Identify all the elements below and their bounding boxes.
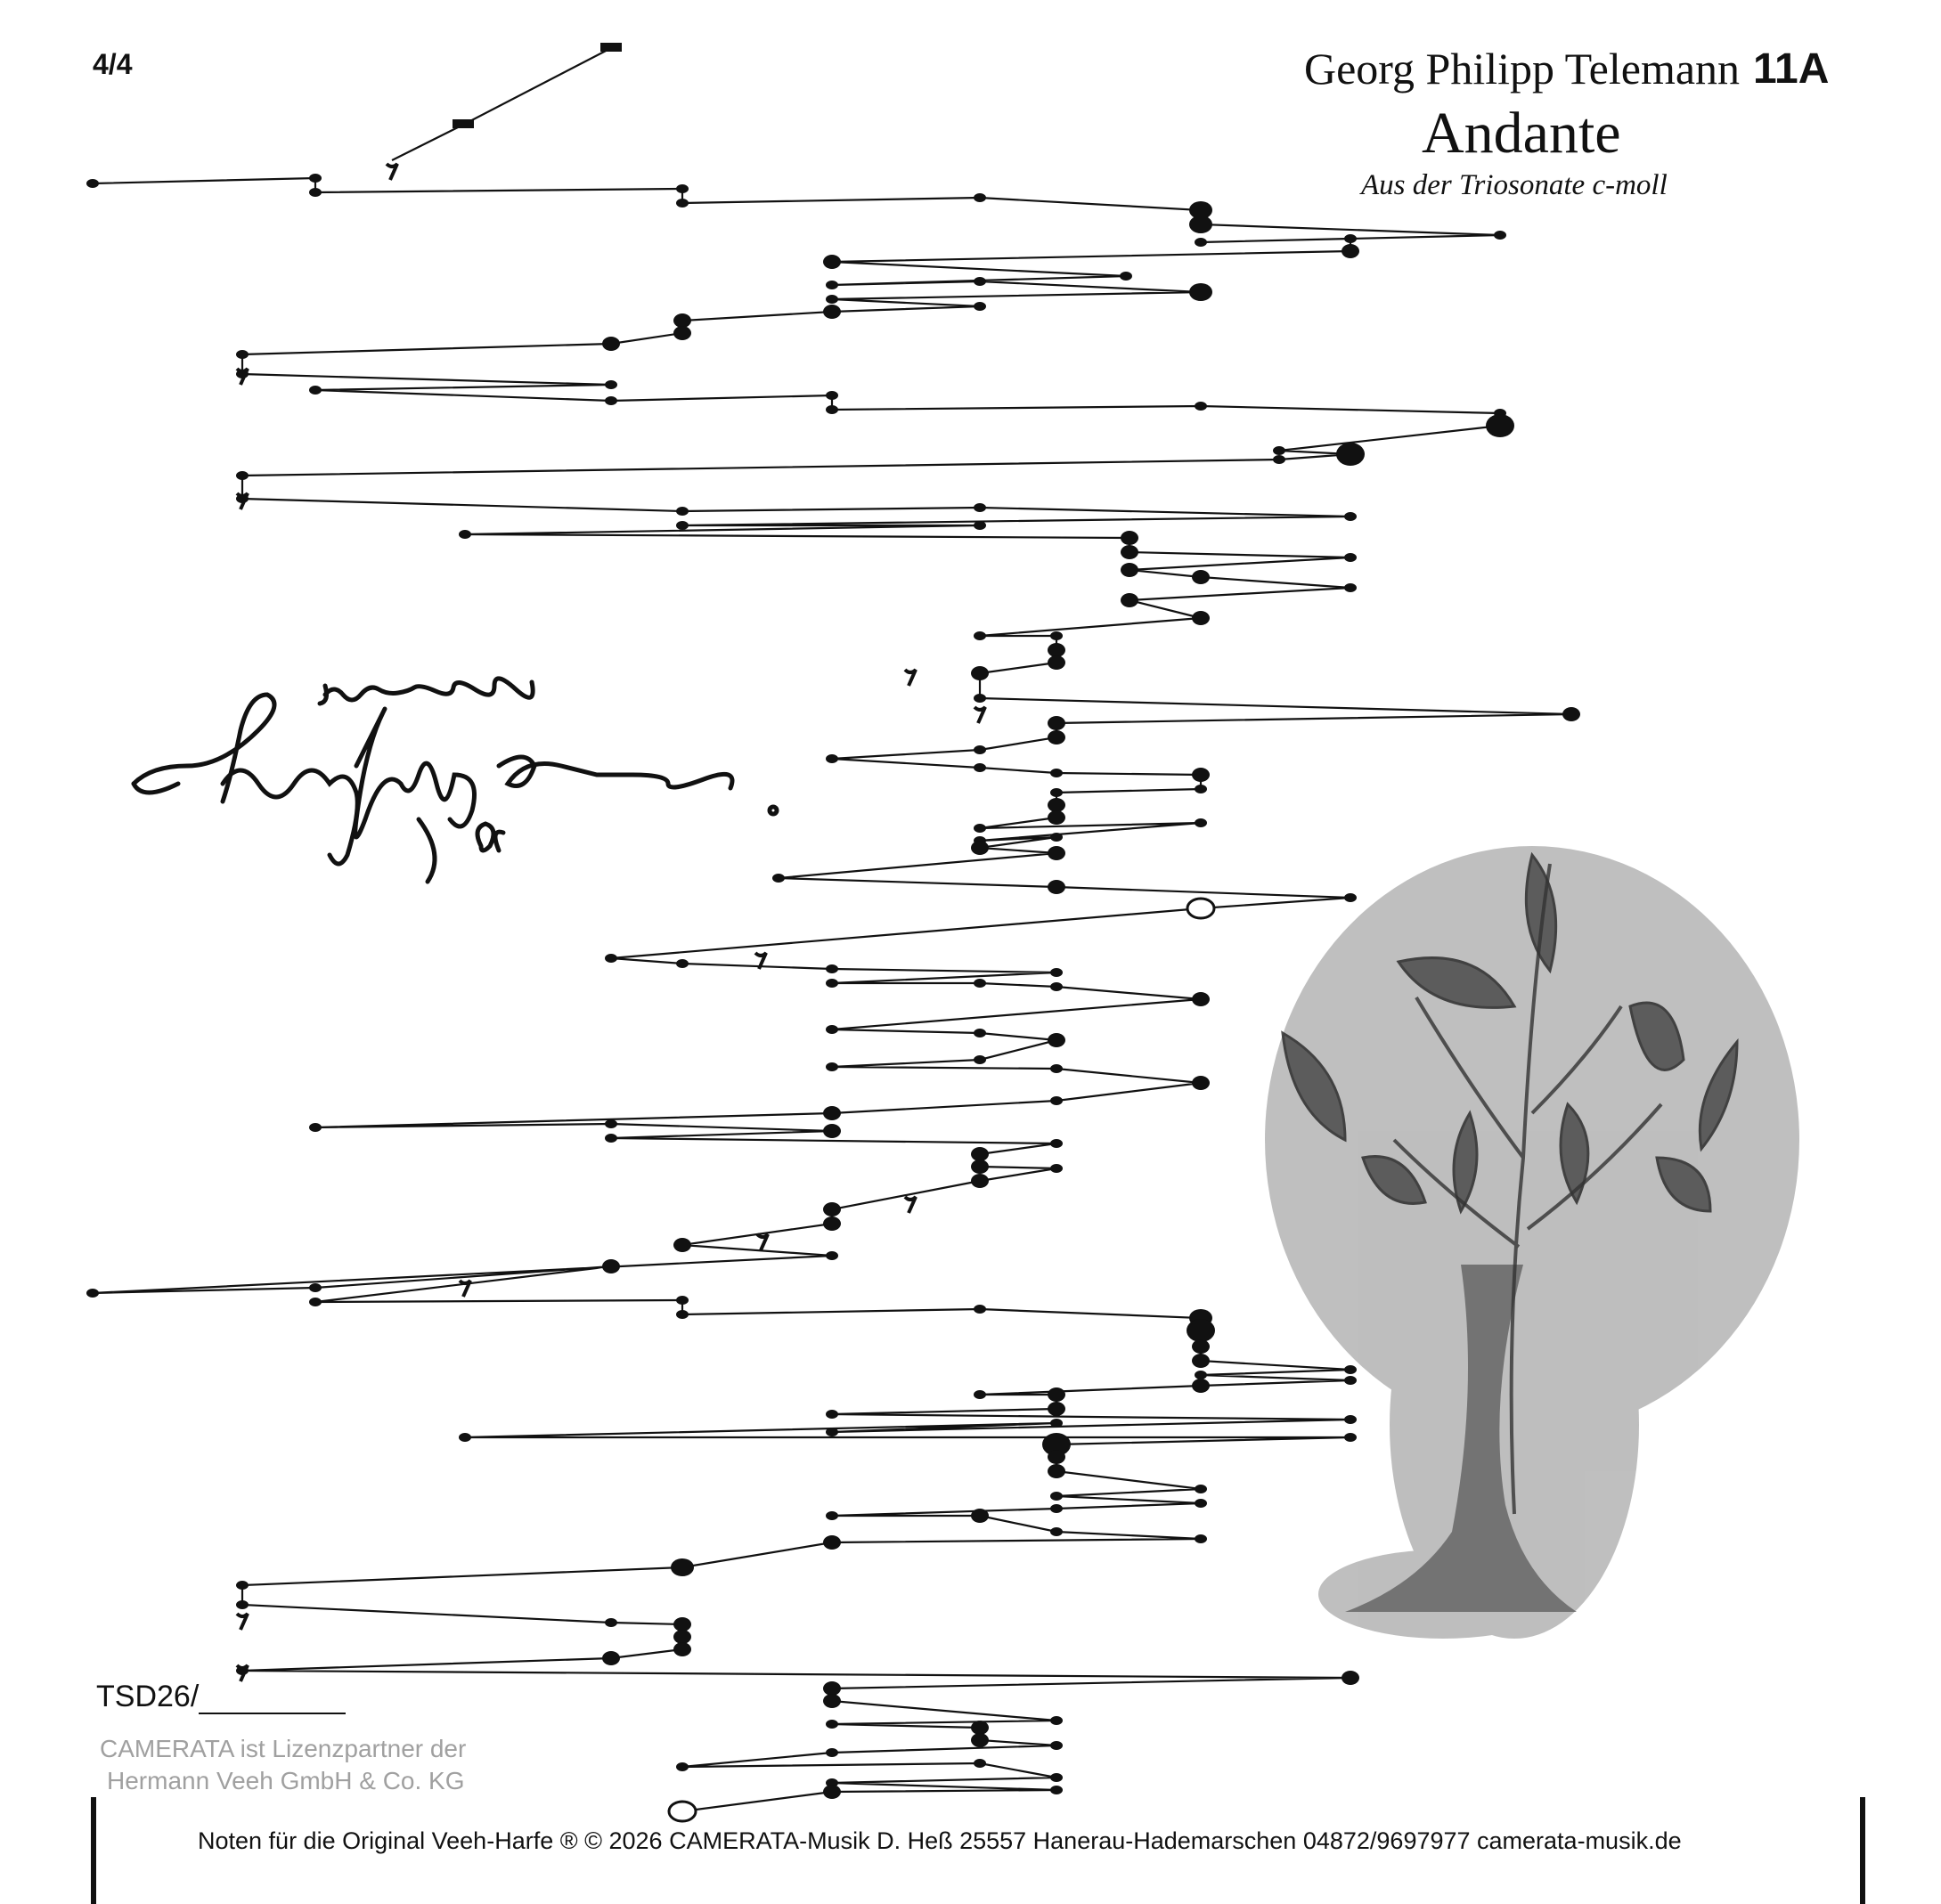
note-dot — [826, 1748, 838, 1757]
note-dot — [309, 1283, 322, 1292]
note-dot — [826, 405, 838, 414]
note-dot — [1050, 1786, 1063, 1794]
note-dot — [1050, 1504, 1063, 1513]
note-dot — [826, 1251, 838, 1260]
note-dot — [673, 1642, 691, 1656]
note-dot — [974, 193, 986, 202]
note-dot — [602, 337, 620, 351]
note-dot — [1192, 1379, 1210, 1393]
note-dot — [1195, 1371, 1207, 1379]
note-dot — [1195, 1485, 1207, 1493]
note-dot — [823, 1694, 841, 1708]
note-dot — [1195, 818, 1207, 827]
note-dot — [676, 1310, 689, 1319]
note-dot — [676, 184, 689, 193]
note-dot — [1048, 716, 1065, 730]
note-dot — [676, 1296, 689, 1305]
rest-symbol — [905, 1197, 916, 1213]
note-dot — [1121, 563, 1138, 577]
note-dot — [826, 391, 838, 400]
note-dot — [826, 1428, 838, 1436]
whole-rest-symbol — [600, 43, 622, 52]
note-dot — [1344, 1376, 1357, 1385]
note-dot — [826, 1511, 838, 1520]
note-dot — [605, 380, 617, 389]
note-dot — [605, 1134, 617, 1143]
note-dot — [1562, 707, 1580, 721]
note-dot — [823, 1535, 841, 1550]
note-dot — [823, 1106, 841, 1120]
note-dot — [602, 1651, 620, 1665]
footer-copyright: Noten für die Original Veeh-Harfe ® © 2026 CAMERATA-Musik D. Heß 25557 Hanerau-Hademarschen 04872/9697977 camerata-musik.de — [198, 1827, 1682, 1854]
partner-line-2: Hermann Veeh GmbH & Co. KG — [107, 1767, 465, 1794]
note-dot — [974, 979, 986, 988]
rest-symbol — [460, 1281, 470, 1297]
note-dot — [605, 396, 617, 405]
note-dot — [1192, 570, 1210, 584]
note-dot — [309, 1298, 322, 1306]
note-dot — [309, 1123, 322, 1132]
note-dot — [676, 199, 689, 207]
note-dot — [1195, 1534, 1207, 1543]
note-dot — [602, 1259, 620, 1273]
note-dot — [1344, 1415, 1357, 1424]
note-dot — [1048, 643, 1065, 657]
note-dot — [974, 1055, 986, 1064]
note-dot — [974, 763, 986, 772]
note-dot — [1189, 216, 1212, 233]
note-dot — [1048, 655, 1065, 670]
note-dot — [1050, 1096, 1063, 1105]
note-dot — [459, 530, 471, 539]
note-dot — [309, 188, 322, 197]
composer-name: Georg Philipp Telemann — [1304, 44, 1741, 94]
note-dot — [673, 1630, 691, 1644]
note-dot — [974, 1029, 986, 1037]
note-dot — [1192, 1354, 1210, 1368]
note-dot — [1050, 1492, 1063, 1501]
note-dot — [974, 1759, 986, 1768]
note-dot — [1195, 238, 1207, 247]
note-dot — [236, 1581, 249, 1590]
note-dot — [971, 1174, 989, 1188]
sheet-number: 11A — [1753, 45, 1830, 93]
rest-symbol — [905, 670, 916, 686]
rest-symbol — [387, 164, 397, 180]
note-dot — [823, 1202, 841, 1216]
note-dot — [236, 471, 249, 480]
note-dot — [676, 521, 689, 530]
note-dot — [673, 326, 691, 340]
note-dot — [1048, 846, 1065, 860]
note-dot — [971, 1159, 989, 1174]
partner-line-1: CAMERATA ist Lizenzpartner der — [100, 1735, 467, 1762]
note-dot — [1344, 553, 1357, 562]
note-dot — [1494, 231, 1506, 240]
rest-symbol — [975, 707, 985, 723]
note-dot — [1120, 272, 1132, 281]
note-dot — [1192, 1339, 1210, 1354]
note-dot — [823, 1681, 841, 1696]
note-dot — [826, 979, 838, 988]
note-dot — [1050, 968, 1063, 977]
note-dot — [1050, 1419, 1063, 1428]
note-dot — [826, 295, 838, 304]
note-dot — [673, 313, 691, 328]
note-dot — [1344, 583, 1357, 592]
note-dot — [86, 179, 99, 188]
note-dot — [1048, 1387, 1065, 1402]
note-dot — [826, 964, 838, 973]
note-dot — [1050, 1527, 1063, 1536]
note-dot — [826, 1062, 838, 1071]
note-dot — [1192, 611, 1210, 625]
note-dot — [1342, 244, 1359, 258]
piece-title: Andante — [1422, 101, 1621, 166]
note-dot — [974, 631, 986, 640]
note-dot — [1195, 1499, 1207, 1508]
note-dot — [1050, 631, 1063, 640]
note-dot — [1273, 446, 1285, 455]
top-connector-line — [392, 48, 611, 160]
note-dot — [823, 305, 841, 319]
note-dot — [1048, 810, 1065, 825]
note-dot — [971, 1147, 989, 1161]
note-dot — [974, 694, 986, 703]
note-dot — [1048, 1402, 1065, 1416]
note-dot — [1050, 1773, 1063, 1782]
rest-symbol — [237, 1614, 248, 1630]
note-dot — [1121, 531, 1138, 545]
note-dot — [1344, 893, 1357, 902]
note-dot — [1273, 455, 1285, 464]
note-dot — [971, 1721, 989, 1735]
note-dot — [1192, 1076, 1210, 1090]
note-dot — [974, 1305, 986, 1314]
note-dot — [605, 1618, 617, 1627]
note-dot — [459, 1433, 471, 1442]
note-dot — [671, 1558, 694, 1576]
note-dot — [826, 1410, 838, 1419]
note-dot — [1050, 1139, 1063, 1148]
note-dot — [236, 350, 249, 359]
note-dot — [1195, 785, 1207, 793]
order-label: TSD26/ — [96, 1680, 200, 1713]
piece-subtitle: Aus der Triosonate c-moll — [1361, 169, 1668, 201]
note-dot — [86, 1289, 99, 1298]
note-dot — [1050, 1164, 1063, 1173]
note-dot — [676, 959, 689, 968]
note-dot — [823, 1124, 841, 1138]
note-dot — [1048, 1033, 1065, 1047]
note-dot — [1187, 1319, 1215, 1342]
note-dot — [974, 824, 986, 833]
note-dot — [1048, 1450, 1065, 1464]
note-dot — [605, 954, 617, 963]
time-signature: 4/4 — [93, 48, 133, 80]
half-note — [669, 1802, 696, 1821]
note-dot — [1344, 512, 1357, 521]
note-dot — [971, 666, 989, 680]
note-dot — [974, 1390, 986, 1399]
note-dot — [1048, 880, 1065, 894]
note-dot — [826, 1720, 838, 1729]
note-dot — [971, 841, 989, 855]
note-dot — [1121, 545, 1138, 559]
note-dot — [1121, 593, 1138, 607]
note-dot — [1050, 788, 1063, 797]
note-dot — [1189, 283, 1212, 301]
note-dot — [676, 1762, 689, 1771]
note-dot — [673, 1617, 691, 1631]
order-blank-field — [199, 1686, 346, 1714]
note-dot — [1050, 769, 1063, 777]
note-dot — [1050, 1064, 1063, 1073]
note-dot — [1336, 443, 1365, 466]
note-dot — [1050, 982, 1063, 991]
note-dot — [1195, 402, 1207, 411]
note-dot — [974, 302, 986, 311]
note-dot — [974, 745, 986, 754]
note-dot — [1192, 768, 1210, 782]
left-edge-bar — [91, 1797, 96, 1904]
note-dot — [772, 874, 785, 883]
note-dot — [1344, 1433, 1357, 1442]
note-dot — [1342, 1671, 1359, 1685]
rest-symbol — [757, 1234, 768, 1250]
note-dot — [826, 1025, 838, 1034]
note-dot — [826, 754, 838, 763]
note-dot — [971, 1509, 989, 1523]
order-number — [96, 1680, 346, 1714]
note-dot — [1192, 992, 1210, 1006]
note-dot — [1050, 1716, 1063, 1725]
note-dot — [236, 1600, 249, 1609]
note-dot — [1050, 1741, 1063, 1750]
note-dot — [971, 1733, 989, 1747]
right-edge-bar — [1860, 1797, 1865, 1904]
note-dot — [823, 255, 841, 269]
note-dot — [1048, 798, 1065, 812]
note-dot — [974, 521, 986, 530]
note-dot — [676, 507, 689, 516]
note-dot — [1048, 1464, 1065, 1478]
half-note — [1187, 899, 1214, 918]
note-dot — [974, 277, 986, 286]
note-dot — [309, 174, 322, 183]
note-dot — [605, 1119, 617, 1128]
note-dot — [1344, 234, 1357, 243]
whole-rest-symbol — [453, 119, 474, 128]
note-dot — [823, 1785, 841, 1799]
note-dot — [823, 1216, 841, 1231]
note-dot — [1050, 833, 1063, 842]
note-dot — [1048, 730, 1065, 745]
note-dot — [673, 1238, 691, 1252]
note-dot — [826, 281, 838, 289]
note-connector-line — [93, 178, 1571, 1811]
note-dot — [1486, 414, 1514, 437]
note-dot — [974, 503, 986, 512]
note-dot — [309, 386, 322, 395]
note-dot — [1344, 1365, 1357, 1374]
